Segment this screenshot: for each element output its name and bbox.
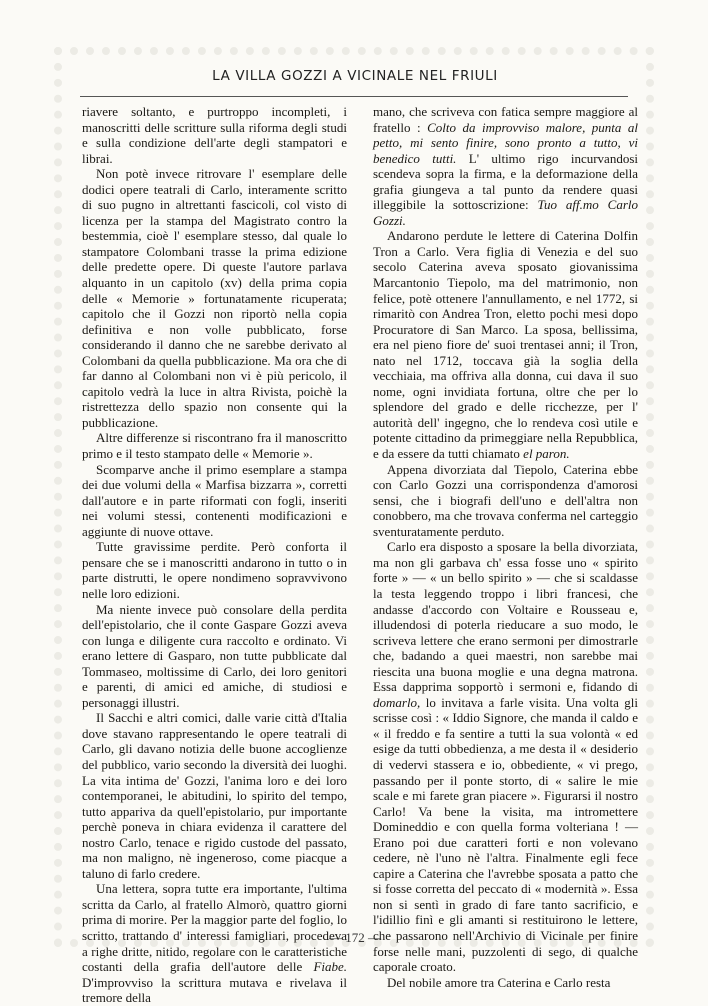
italic-run: Fiabe. [313,959,348,975]
paragraph [373,228,638,461]
italic-run: domarlo, [373,694,421,710]
page-number: — 172 — [329,930,381,945]
paragraph: riavere soltanto, e purtroppo incompleti, i manoscritti delle scritture sulla riforma degli studi e sulla condizione dell'arte degli stampatori e librai. [82,104,347,166]
paragraph [373,539,638,974]
text-run: D'improvviso la scrittura mutava e rivelava il tremore della [82,974,347,1006]
text-run: mano, che scriveva con fatica sempre maggiore al fratello : [373,104,638,135]
paragraph: Appena divorziata dal Tiepolo, Caterina ebbe con Carlo Gozzi una corrispondenza d'amorosi sensi, che i biografi dell'uno e dell'altra non conobbero, ma che trovava conferma nel carteggio sventuratamente perduto. [373,461,638,539]
italic-run: Colto da improvviso malore, punta al petto, mi sento finire, sono pronto a tutto, vi benedico tutti. [373,119,638,166]
paragraph: Scomparve anche il primo esemplare a stampa dei due volumi della « Marfisa bizzarra », corretti dall'autore e in parte riformati con fogli, inseriti nei volumi stessi, contenenti modificazioni e aggiunte di nuove ottave. [82,461,347,539]
text-run: L' ultimo rigo incurvandosi scendeva sopra la firma, e la deformazione della grafia giungeva a tal punto da rendere quasi illeggibile la sottoscrizione: [373,150,639,213]
right-column [373,104,639,990]
text-run: Andarono perdute le lettere di Caterina Dolfin Tron a Carlo. Vera figlia di Venezia e del suo secolo Caterina aveva sposato giovanissima Marcantonio Tiepolo, ma del matrimonio, non felice, potè ottenere l'annullamento, e nel 1772, si rimaritò con Andrea Tron, eletto pochi mesi dopo Procuratore di San Marco. La sposa, bellissima, era nel pieno fiore de' suoi trentasei anni; il Tron, nato nel 1712, toccava già la soglia della vecchiaia, ma offriva alla donna, cui dava il suo nome, ogni invidiata fortuna, oltre che per lo splendore del grado e delle ricchezze, per l' autorità dell' ingegno, che lo rendeva così utile e potente cittadino da primeggiare nella Repubblica, e da essere da tutti chiamato [373,228,638,462]
header-rule [80,96,628,97]
italic-run: Tuo aff.mo Carlo Gozzi. [373,197,638,228]
paragraph: Il Sacchi e altri comici, dalle varie città d'Italia dove stavano rappresentando le opere teatrali di Carlo, gli davano notizia delle buone accoglienze del pubblico, vario secondo la diversità dei luoghi. La vita intima de' Gozzi, l'anima loro e dei loro contemporanei, le abitudini, lo spirito del tempo, tutto appariva da quell'epistolario, pur importante perchè poneva in chiara evidenza il carattere del nostro Carlo, tenace e rigido custode del passato, ma non maligno, nè ingeneroso, come piacque a taluno di farlo credere. [82,710,347,881]
running-header: LA VILLA GOZZI A VICINALE NEL FRIULI [212,68,498,84]
paragraph [373,104,638,228]
paragraph: Altre differenze si riscontrano fra il manoscritto primo e il testo stampato delle « Memorie ». [82,430,347,462]
left-column [82,104,348,1006]
paragraph: Del nobile amore tra Caterina e Carlo resta [387,974,611,990]
text-run: Una lettera, sopra tutte era importante, l'ultima scritta da Carlo, al fratello Almorò, quattro giorni prima di morire. Per la maggior parte del foglio, lo scritto, trattando d' interessi famigliari, procedeva a righe dritte, nitido, regolare con le caratteristiche costanti della grafia dell'autore delle [82,881,347,975]
italic-run: el paron. [523,446,570,462]
paragraph: Ma niente invece può consolare della perdita dell'epistolario, che il conte Gaspare Gozzi aveva con lunga e diligente cura raccolto e ordinato. Vi erano lettere di Gasparo, non tutte pubblicate dal Tommaseo, moltissime di Carlo, dei loro genitori e parenti, di amici ed amiche, di studiosi e personaggi illustri. [82,601,347,710]
text-run: Carlo era disposto a sposare la bella divorziata, ma non gli garbava ch' essa fosse uno « spirito forte » — « un bello spirito » — che si scaldasse la testa leggendo troppo i libri francesi, che andasse d'accordo con Voltaire e Rousseau e, illudendosi di poterla rieducare a suo modo, le scriveva lettere che erano sermoni per dimostrarle che, badando a quei maestri, non sarebbe mai riescita una buona moglie e una degna matrona. Essa dapprima sopportò i sermoni e, fidando di [373,539,638,695]
paragraph: Tutte gravissime perdite. Però conforta il pensare che se i manoscritti andarono in tutto o in parte distrutti, le opere nondimeno sopravvivono nelle loro edizioni. [82,539,347,601]
text-run: lo invitava a farle visita. Una volta gli scrisse così : « Iddio Signore, che manda il caldo e « il freddo e fa sentire a tutti la sua volontà « ed esige da tutti obbedienza, a me desta il « desiderio di vedervi stassera e io, obbediente, « vi prego, passando per il ponte storto, di « salire le mie scale e mi farete gran piacere ». Figurarsi il nostro Carlo! Va bene la visita, ma intromettere Domineddio e con quella forma volteriana ! — Erano poi due caratteri forti e non volevano cedere, nè l'uno nè l'altra. Finalmente egli fece capire a Caterina che l'avrebbe sposata a patto che si fosse corretta del peccato di « modernità ». Essa non si sentì in grado di fare tanto sacrificio, e l'idillio finì e gli amanti si restituirono le lettere, che passarono nell'Archivio di Vicinale per finire forse nelle mani, puzzolenti di sego, di qualche caporale croato. [373,694,639,975]
paragraph: Non potè invece ritrovare l' esemplare delle dodici opere teatrali di Carlo, interamente scritto di suo pugno in altrettanti fascicoli, col visto di licenza per la stampa del Magistrato contro la bestemmia, cioè l' esemplare stesso, dal quale lo stampatore Colombani trasse la prima edizione delle predette opere. Di queste l'autore parlava alquanto in un capitolo (xv) della prima copia delle « Memorie » fortunatamente ricuperata; capitolo che il Gozzi non riportò nella copia definitiva e non volle pubblicato, forse considerando il danno che ne sarebbe derivato al Colombani da quella pubblicazione. Ma ora che di far danno al Colombani non vi è più pericolo, il capitolo vedrà la luce in altra Rivista, poichè la ristrettezza dello spazio non consente qui la pubblicazione. [82,166,347,430]
